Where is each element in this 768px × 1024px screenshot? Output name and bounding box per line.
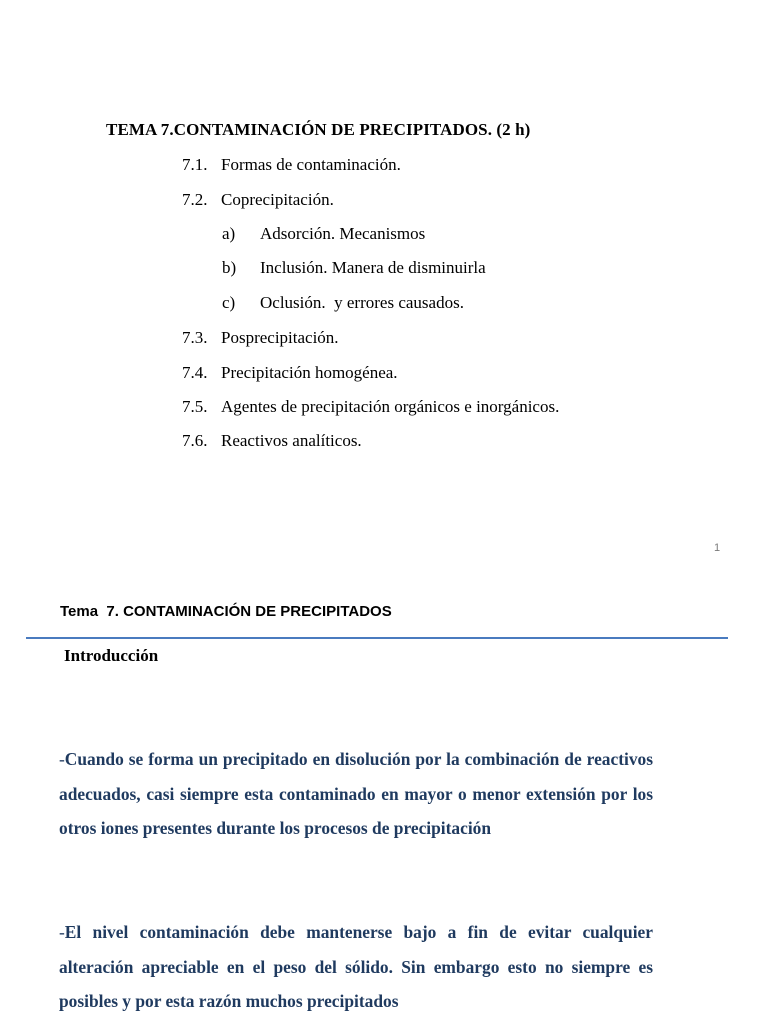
toc-item-number: 7.3. (182, 328, 208, 347)
toc-item-number: 7.4. (182, 363, 208, 382)
toc-item-number: 7.2. (182, 190, 208, 209)
paragraph-text: Cuando se forma un precipitado en disolución por la combinación de reactivos adecuados, casi siempre esta contaminado en mayor o menor extensión por los otros iones presentes durante los procesos de precipitación (59, 749, 653, 838)
paragraph-dash: - (59, 922, 65, 942)
toc-item-7-2 (182, 190, 334, 210)
toc-item-7-5 (182, 397, 559, 417)
toc-item-text: Formas de contaminación. (221, 155, 401, 174)
paragraph-text: El nivel contaminación debe mantenerse bajo a fin de evitar cualquier alteración apreciable en el peso del sólido. Sin embargo esto no siempre es posibles y por esta razón muchos precipitados (59, 922, 653, 1011)
slide-header: Tema 7. CONTAMINACIÓN DE PRECIPITADOS (60, 603, 392, 620)
toc-item-number: 7.1. (182, 155, 208, 174)
toc-item-number: 7.6. (182, 431, 208, 450)
toc-item-number: 7.5. (182, 397, 208, 416)
toc-subitem-text: Oclusión. y errores causados. (260, 293, 464, 312)
toc-subitem-a (222, 224, 425, 244)
toc-subitem-b (222, 258, 486, 278)
toc-item-text: Coprecipitación. (221, 190, 334, 209)
header-divider (26, 637, 728, 639)
toc-item-7-6 (182, 431, 362, 451)
paragraph (59, 915, 653, 1019)
section-heading: Introducción (64, 646, 159, 665)
paragraph-dash: - (59, 749, 65, 769)
toc-item-text: Posprecipitación. (221, 328, 339, 347)
toc-subitem-c (222, 293, 464, 313)
toc-item-text: Agentes de precipitación orgánicos e inorgánicos. (221, 397, 560, 416)
toc-item-text: Reactivos analíticos. (221, 431, 362, 450)
toc-subitem-letter: c) (222, 293, 236, 312)
toc-item-7-4 (182, 363, 398, 383)
toc-item-7-1 (182, 155, 401, 175)
toc-item-text: Precipitación homogénea. (221, 363, 398, 382)
toc-subitem-text: Adsorción. Mecanismos (260, 224, 426, 243)
slide-title: TEMA 7.CONTAMINACIÓN DE PRECIPITADOS. (2 h) (106, 120, 531, 139)
toc-subitem-letter: b) (222, 258, 237, 277)
toc-item-7-3 (182, 328, 339, 348)
toc-subitem-text: Inclusión. Manera de disminuirla (260, 258, 486, 277)
page-number: 1 (714, 542, 721, 554)
paragraph (59, 742, 653, 846)
toc-subitem-letter: a) (222, 224, 236, 243)
